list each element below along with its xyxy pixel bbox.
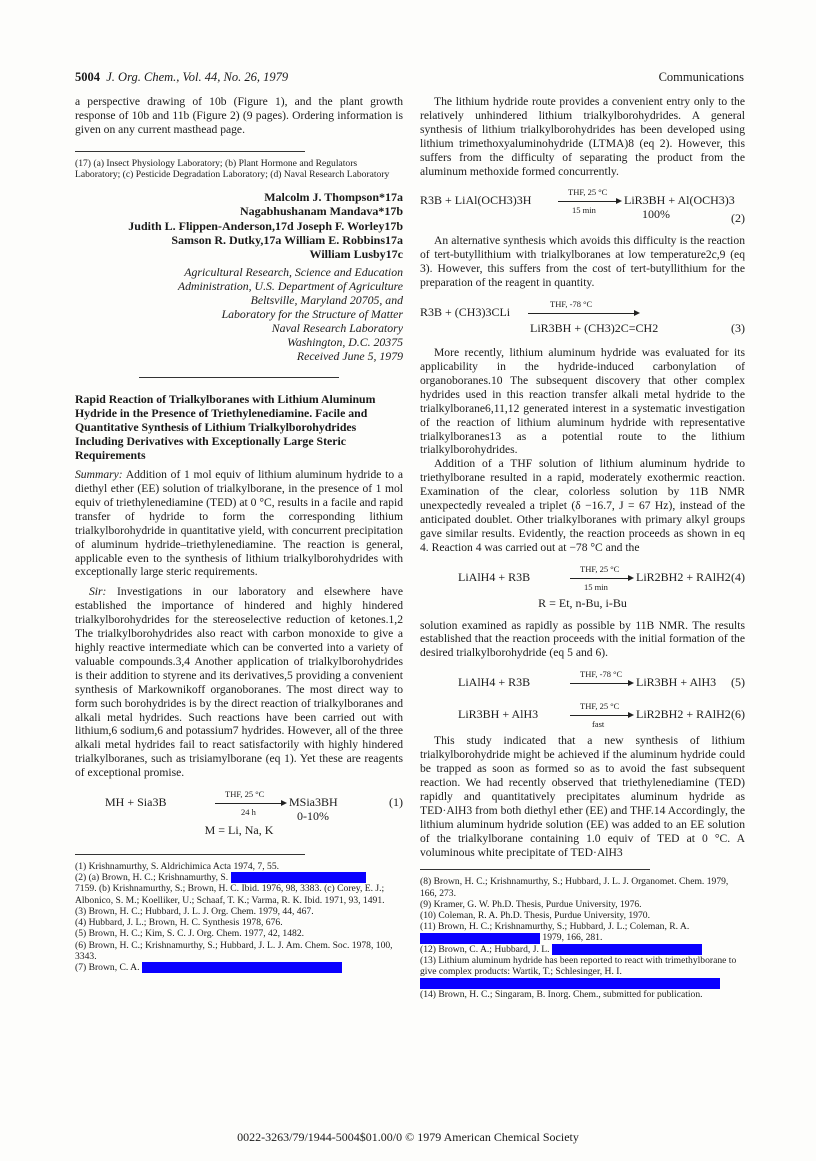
author-line-2: Nagabhushanam Mandava*17b: [239, 204, 403, 219]
eq1-number: (1): [389, 795, 403, 810]
footnote-rule: [420, 869, 650, 870]
eq1-conditions: THF, 25 °C: [225, 789, 265, 800]
footnote-rule: [75, 151, 305, 152]
footnote-11-cont: 1979, 166, 281.: [420, 932, 745, 943]
right-column: [420, 95, 745, 1000]
eq2-reactants: R3B + LiAl(OCH3)3H: [420, 193, 532, 208]
equation-1: [75, 786, 403, 824]
eq5-product: LiR3BH + AlH3: [636, 675, 717, 690]
article-separator: [139, 377, 339, 378]
paragraph-tert-butyllithium: An alternative synthesis which avoids this difficulty is the reaction of tert-butyllithium with trialkylboranes at low temperature2c,9 (eq 3). However, this suffers from the cost of tert-butyllithium for the preparation of the reagent in quantity.: [420, 234, 745, 290]
equation-4: [420, 561, 745, 591]
journal-citation: J. Org. Chem., Vol. 44, No. 26, 1979: [106, 70, 289, 84]
eq1-yield: 0-10%: [297, 809, 329, 824]
paragraph-new-synthesis: This study indicated that a new synthesis of lithium trialkylborohydride might be achieved if the aluminum hydride could be trapped as soon as formed so as to avoid the fast subsequent reaction. We had recently observed that triethylenediamine (TED) rapidly and quantitatively precipitates aluminum hydride as TED·AlH3 from both diethyl ether (EE) and THF.14 Accordingly, the lithium aluminum hydride solution (EE) was added to an EE solution of the trialkylborane containing 1.0 equiv of TED at 0 °C. A voluminous white precipitate of TED·AlH3: [420, 734, 745, 859]
footnote-8: (8) Brown, H. C.; Krishnamurthy, S.; Hubbard, J. L. J. Organomet. Chem. 1979, 166, 273.: [420, 876, 729, 899]
paragraph-lithium-hydride: The lithium hydride route provides a convenient entry only to the relatively unhindered lithium trialkylborohydrides. A general synthesis of lithium trialkylborohydrides has been developed using lithium trimethoxyaluminohydride (LTMA)8 (eq 2). However, this suffers from the difficulty of separating the product from the aluminum methoxide formed concurrently.: [420, 95, 745, 178]
eq3-reactants: R3B + (CH3)3CLi: [420, 305, 511, 320]
eq1-product: MSia3BH: [289, 795, 338, 810]
footnotes-right: [420, 876, 745, 1000]
footnote-9: (9) Kramer, G. W. Ph.D. Thesis, Purdue University, 1976.: [420, 898, 642, 910]
eq6-arrow: [570, 715, 632, 716]
eq1-time: 24 h: [241, 807, 256, 818]
paragraph-carbonylation: More recently, lithium aluminum hydride was evaluated for its applicability in the hydride-induced carbonylation of organoboranes.10 The subsequent discovery that other complex hydrides used in this reaction transfer alkali metal hydride to the trialkylborane6,11,12 generated interest in a systematic investigation of the reaction of lithium aluminum hydride with representative trialkylboranes13 as a potential route to the lithium trialkylborohydrides.: [420, 346, 745, 457]
footnote-10: (10) Coleman, R. A. Ph.D. Thesis, Purdue University, 1970.: [420, 910, 650, 922]
eq6-conditions: THF, 25 °C: [580, 701, 620, 712]
redaction-box: [552, 944, 702, 955]
summary-text: Addition of 1 mol equiv of lithium aluminum hydride to a diethyl ether (EE) solution of trialkylborane, in the presence of 1 mol equiv of triethylenediamine (TED) at 0 °C, results in a facile and rapid transfer of hydride to form the corresponding lithium trialkylborohydride in quantitative yield, with concurrent precipitation of aluminum hydride–triethylenediamine. The reaction is general, applicable even to the synthesis of lithium trialkylborohydrides with exceptionally large steric requirements.: [75, 468, 403, 579]
summary-label: Summary:: [75, 468, 123, 482]
eq2-product: LiR3BH + Al(OCH3)3: [624, 193, 735, 208]
eq6-number: (6): [731, 707, 745, 722]
sir-text: Investigations in our laboratory and elsewhere have established the importance of hindered and highly hindered trialkylborohydrides for the stereoselective reduction of ketones.1,2 The trialkylborohydrides also react with carbon monoxide to give a highly reactive intermediate which can be converted into a variety of valuable compounds.3,4 Another application of trialkylborohydrides is their addition to styrene and its derivatives,5 providing a convenient synthesis of Markownikoff organoboranes. The most direct way to form such borohydrides is by the direct reaction of trialkylboranes and alkali metal hydrides. Such reactions have been carried out with lithium,6 sodium,6 and potassium7 hydrides. However, all of the three alkali metal hydrides fail to react satisfactorily with highly hindered trialkylboranes, such as trisiamylborane (eq 1). Yet these are reagents of exceptional promise.: [75, 585, 403, 780]
eq4-time: 15 min: [584, 581, 608, 592]
footnotes-left: [75, 861, 403, 973]
eq2-time: 15 min: [572, 205, 596, 216]
equation-5: [420, 666, 745, 692]
eq5-number: (5): [731, 675, 745, 690]
affiliation-line: Administration, U.S. Department of Agriculture: [177, 279, 403, 294]
summary-paragraph: [75, 468, 403, 579]
eq6-reactants: LiR3BH + AlH3: [458, 707, 539, 722]
footnote-2-cont: 7159. (b) Krishnamurthy, S.; Brown, H. C. Ibid. 1976, 98, 3383. (c) Corey, E. J.; Albonico, S. M.; Koelliker, U.; Schaaf, T. K.; Varma, R. K. Ibid. 1971, 93, 1491.: [75, 883, 385, 906]
author-line-4: Samson R. Dutky,17a William E. Robbins17a: [171, 232, 403, 247]
footnote-17: (17) (a) Insect Physiology Laboratory; (b) Plant Hormone and Regulators Laboratory; (c) Pesticide Degradation Laboratory; (d) Naval Research Laboratory: [75, 157, 390, 180]
footnote-3: (3) Brown, H. C.; Hubbard, J. L. J. Org. Chem. 1979, 44, 467.: [75, 905, 314, 917]
footnote-4: (4) Hubbard, J. L.; Brown, H. C. Synthesis 1978, 676.: [75, 917, 283, 929]
footnote-7: (7) Brown, C. A.: [75, 962, 403, 973]
affiliation-line: Washington, D.C. 20375: [287, 335, 403, 350]
author-line-3: Judith L. Flippen-Anderson,17d Joseph F. Worley17b: [128, 218, 403, 233]
eq4-number: (4): [731, 569, 745, 584]
eq4-arrow: [570, 578, 632, 579]
eq3-product: LiR3BH + (CH3)2C=CH2: [530, 321, 659, 336]
sir-paragraph: [75, 585, 403, 780]
footnote-13: (13) Lithium aluminum hydride has been reported to react with trimethylborane to give complex products: Wartik, T.; Schlesinger, H. I.: [420, 955, 737, 978]
footnote-1: (1) Krishnamurthy, S. Aldrichimica Acta 1974, 7, 55.: [75, 860, 280, 872]
article-title: Rapid Reaction of Trialkylboranes with Lithium Aluminum Hydride in the Presence of Triethylenediamine. Facile and Quantitative Synthesis of Lithium Trialkylborohydrides Including Derivatives with Exceptionally Large Steric Requirements: [75, 392, 376, 463]
paragraph-nmr-results: solution examined as rapidly as possible by 11B NMR. The results established that the reaction proceeds with the initial formation of the desired trialkylborohydride (eq 5 and 6).: [420, 618, 745, 660]
affiliation-line: Agricultural Research, Science and Education: [184, 265, 403, 280]
received-date: Received June 5, 1979: [296, 349, 403, 364]
redaction-box: [420, 933, 540, 944]
eq3-arrow: [528, 313, 638, 314]
redaction-box: [231, 872, 366, 883]
eq3-conditions: THF, -78 °C: [550, 299, 593, 310]
author-line-5: William Lusby17c: [309, 246, 403, 261]
author-line-1: Malcolm J. Thompson*17a: [264, 190, 403, 205]
affiliation-line: Naval Research Laboratory: [271, 321, 403, 336]
sir-label: Sir:: [89, 585, 107, 599]
affiliation-line: Laboratory for the Structure of Matter: [221, 307, 403, 322]
running-header: [75, 70, 288, 85]
footnote-5: (5) Brown, H. C.; Kim, S. C. J. Org. Chem. 1977, 42, 1482.: [75, 928, 305, 940]
eq3-number: (3): [731, 321, 745, 336]
eq5-conditions: THF, -78 °C: [580, 669, 623, 680]
affiliation-line: Beltsville, Maryland 20705, and: [250, 293, 403, 308]
equation-2: [420, 184, 745, 226]
copyright-footer: 0022-3263/79/1944-5004$01.00/0 © 1979 American Chemical Society: [237, 1130, 579, 1144]
eq4-product: LiR2BH2 + RAlH2: [636, 569, 731, 584]
eq1-substituents: M = Li, Na, K: [204, 823, 274, 838]
eq5-reactants: LiAlH4 + R3B: [458, 675, 531, 690]
eq2-yield: 100%: [642, 207, 670, 222]
footnote-14: (14) Brown, H. C.; Singaram, B. Inorg. Chem., submitted for publication.: [420, 988, 703, 1000]
eq4-reactants: LiAlH4 + R3B: [458, 569, 531, 584]
eq6-speed: fast: [592, 719, 605, 730]
eq1-reactants: MH + Sia3B: [105, 795, 167, 810]
footnote-12: (12) Brown, C. A.; Hubbard, J. L.: [420, 944, 745, 955]
left-column: [75, 95, 403, 973]
eq2-number: (2): [731, 211, 745, 226]
footnote-11: (11) Brown, H. C.; Krishnamurthy, S.; Hubbard, J. L.; Coleman, R. A.: [420, 921, 690, 933]
eq6-product: LiR2BH2 + RAlH2: [636, 707, 731, 722]
eq2-arrow: [558, 201, 620, 202]
eq4-substituents: R = Et, n-Bu, i-Bu: [538, 595, 627, 610]
eq5-arrow: [570, 683, 632, 684]
footnote-13-cont: [420, 977, 745, 988]
footnote-2: (2) (a) Brown, H. C.; Krishnamurthy, S.: [75, 872, 403, 883]
supplementary-text: a perspective drawing of 10b (Figure 1), and the plant growth response of 10b and 11b (Figure 2) (9 pages). Ordering information is given on any current masthead page.: [75, 95, 403, 136]
equation-3: [420, 296, 745, 336]
footnote-rule: [75, 854, 305, 855]
redaction-box: [420, 978, 720, 989]
paragraph-triethylborane: Addition of a THF solution of lithium aluminum hydride to triethylborane resulted in a rapid, moderately exothermic reaction. Examination of the clear, colorless solution by 11B NMR unexpectedly revealed a triplet (δ −16.7, J = 67 Hz), instead of the anticipated doublet. Other trialkylboranes with primary alkyl groups gave similar results. Evidently, the reaction proceeds as shown in eq 4. Reaction 4 was carried out at −78 °C and the: [420, 457, 745, 554]
section-label: Communications: [658, 70, 744, 84]
redaction-box: [142, 962, 342, 973]
eq1-arrow: [215, 803, 285, 804]
footnote-6: (6) Brown, H. C.; Krishnamurthy, S.; Hubbard, J. L. J. Am. Chem. Soc. 1978, 100, 3343.: [75, 939, 393, 962]
eq2-conditions: THF, 25 °C: [568, 187, 608, 198]
eq4-conditions: THF, 25 °C: [580, 563, 620, 574]
page-number: 5004: [75, 70, 100, 84]
equation-6: [420, 698, 745, 728]
